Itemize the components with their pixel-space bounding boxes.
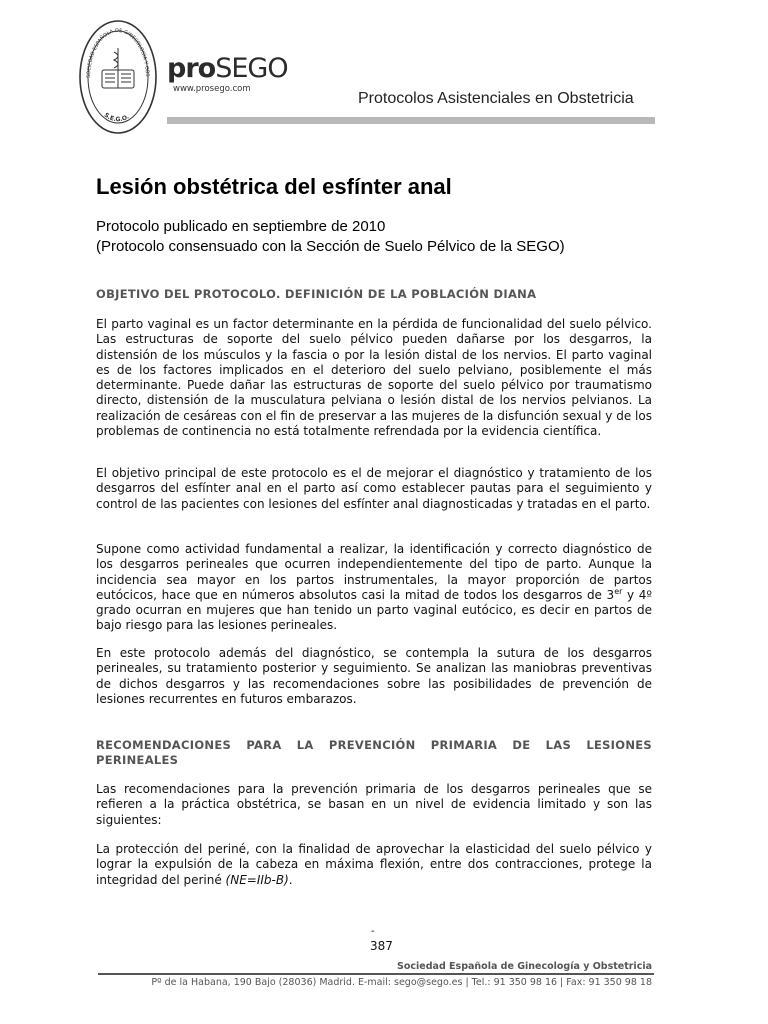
paragraph-3 — [96, 542, 652, 634]
sego-seal-logo — [78, 18, 158, 136]
published-date: Protocolo publicado en septiembre de 2010 — [96, 218, 386, 235]
footer-rule — [98, 973, 654, 975]
section-heading-objective: OBJETIVO DEL PROTOCOLO. DEFINICIÓN DE LA POBLACIÓN DIANA — [96, 287, 537, 301]
seal-bottom-text: S.E.G.O. — [102, 111, 131, 124]
document-title: Lesión obstétrica del esfínter anal — [96, 174, 452, 199]
brand-url: www.prosego.com — [173, 84, 251, 94]
prosego-brand — [167, 55, 288, 94]
paragraph-6 — [96, 842, 652, 888]
ordinal-superscript: er — [614, 586, 623, 596]
footer-address: Pº de la Habana, 190 Bajo (28036) Madrid. E-mail: sego@sego.es | Tel.: 91 350 98 16 | Fax: 91 350 98 18 — [151, 977, 652, 988]
consensus-note: (Protocolo consensuado con la Sección de Suelo Pélvico de la SEGO) — [96, 238, 565, 255]
paragraph-5: Las recomendaciones para la prevención primaria de los desgarros perineales que se refieren a la práctica obstétrica, se basan en un nivel de evidencia limitado y son las siguientes: — [96, 782, 652, 827]
brand-sego-text: SEGO — [215, 53, 288, 84]
paragraph-6-part-a: La protección del periné, con la finalidad de aprovechar la elasticidad del suelo pélvico y lograr la expulsión de la cabeza en máxima flexión, entre dos contracciones, protege la integridad del periné — [96, 842, 652, 887]
paragraph-3-part-b: y 4º grado ocurran en mujeres que han tenido un parto vaginal eutócico, es decir en partos de bajo riesgo para las lesiones perineales. — [96, 587, 652, 633]
paragraph-2: El objetivo principal de este protocolo es el de mejorar el diagnóstico y tratamiento de los desgarros del esfínter anal en el parto así como establecer pautas para el seguimiento y control de las pacientes con lesiones del esfínter anal diagnosticadas y tratadas en el parto. — [96, 466, 652, 511]
page-tick: - — [371, 926, 375, 937]
paragraph-6-part-b: . — [288, 872, 293, 887]
brand-pro-text: pro — [167, 53, 216, 84]
paragraph-3-part-a: Supone como actividad fundamental a realizar, la identificación y correcto diagnóstico de los desgarros perineales que ocurren independientemente del tipo de parto. Aunque la incidencia sea mayor en los partos instrumentales, la mayor proporción de partos eutócicos, hace que en números absolutos casi la mitad de todos los desgarros de 3 — [96, 542, 652, 602]
footer-society: Sociedad Española de Ginecología y Obstetricia — [397, 961, 652, 972]
page-number: 387 — [370, 939, 393, 953]
paragraph-1: El parto vaginal es un factor determinante en la pérdida de funcionalidad del suelo pélvico. Las estructuras de soporte del suelo pélvico pueden dañarse por los desgarros, la distensión de los músculos y la fascia o por la lesión distal de los nervios. El parto vaginal es de los factores implicados en el deterioro del suelo pelviano, posiblemente el más determinante. Puede dañar las estructuras de soporte del suelo pélvico por traumatismo directo, distensión de la musculatura pelviana o lesión distal de los nervios pelvianos. La realización de cesáreas con el fin de preservar a las mujeres de la disfunción sexual y de los problemas de continencia no está totalmente refrendada por la evidencia científica. — [96, 317, 652, 439]
section-heading-prevention: RECOMENDACIONES PARA LA PREVENCIÓN PRIMARIA DE LAS LESIONES PERINEALES — [96, 738, 652, 767]
publication-info — [96, 217, 565, 257]
header-title: Protocolos Asistenciales en Obstetricia — [358, 90, 634, 107]
evidence-level: (NE=IIb-B) — [225, 872, 289, 887]
seal-top-text: SOCIEDAD ESPAÑOLA DE GINECOLOGÍA Y OBS — [85, 27, 151, 79]
header-rule — [167, 117, 655, 124]
paragraph-4: En este protocolo además del diagnóstico, se contempla la sutura de los desgarros perineales, su tratamiento posterior y seguimiento. Se analizan las maniobras preventivas de dichos desgarros y las recomendaciones sobre las posibilidades de prevención de lesiones recurrentes en futuros embarazos. — [96, 646, 652, 706]
